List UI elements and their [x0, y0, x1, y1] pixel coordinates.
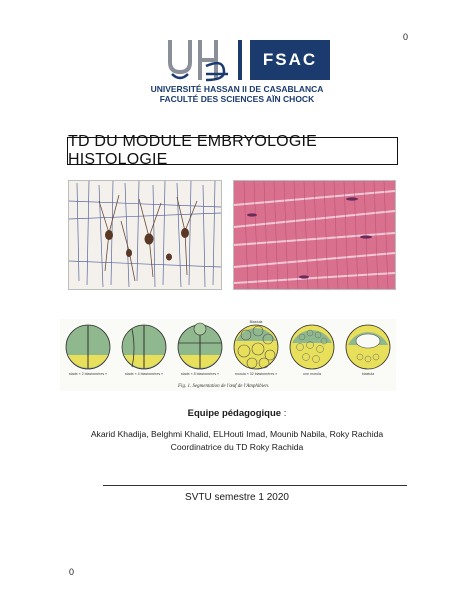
university-name [0, 84, 474, 104]
embryo-stage-5 [290, 325, 334, 369]
label-stage-1: stade « 2 blastomères » [68, 372, 108, 376]
team-heading-label: Equipe pédagogique [187, 408, 282, 419]
coordinator: Coordinatrice du TD Roky Rachida [170, 442, 304, 452]
embryo-stage-4 [234, 325, 278, 369]
embryo-segmentation-figure [60, 319, 396, 391]
logo-divider [238, 40, 242, 80]
embryo-stage-1 [66, 325, 110, 369]
university-name-line1: UNIVERSITÉ HASSAN II DE CASABLANCA [150, 84, 324, 94]
label-stage-3: stade « 8 blastomères » [180, 372, 220, 376]
label-stage-2: stade « 4 blastomères » [124, 372, 164, 376]
footer-rule [103, 485, 407, 486]
neuron-illustration [69, 181, 221, 289]
label-stage-5: une morula [303, 372, 321, 376]
team-members: Akarid Khadija, Belghmi Khalid, ELHouti Imad, Mounib Nabila, Roky Rachida [90, 429, 384, 439]
document-title: TD DU MODULE EMBRYOLOGIE HISTOLOGIE [68, 133, 317, 168]
striated-muscle-illustration [234, 181, 395, 289]
semester-footer: SVTU semestre 1 2020 [185, 492, 289, 503]
label-blastula: Blastula [249, 320, 263, 324]
page-number-bottom: 0 [69, 567, 75, 577]
amphibian-egg-segmentation-illustration [60, 319, 396, 391]
label-stage-6: blastula [361, 372, 375, 376]
muscle-tissue-image [233, 180, 396, 290]
team-heading [0, 408, 474, 419]
embryo-stage-2 [122, 325, 166, 369]
label-stage-4: morula « 32 blastomères » [234, 372, 278, 376]
document-title-box [67, 133, 398, 168]
figure-caption: Fig. 1. Segmentation de l'œuf de l'Amphibien. [178, 384, 270, 389]
team-heading-colon: : [281, 408, 287, 419]
university-name-line2: FACULTÉ DES SCIENCES AÏN CHOCK [159, 94, 315, 104]
fsac-logo: FSAC [250, 40, 330, 80]
uh2c-emblem-icon [166, 38, 232, 82]
embryo-stage-6 [346, 325, 390, 369]
neuron-tissue-image [68, 180, 222, 290]
page-number-top: 0 [402, 32, 408, 42]
university-logo [166, 38, 330, 82]
